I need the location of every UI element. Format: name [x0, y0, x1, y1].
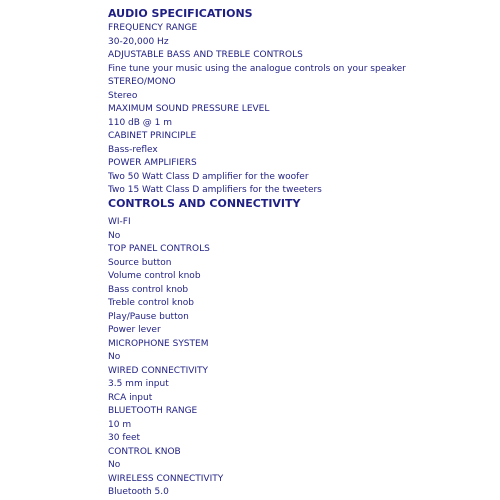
spec-value-wireless-connectivity: Bluetooth 5.0	[108, 487, 169, 497]
spec-label-wired-connectivity: WIRED CONNECTIVITY	[108, 366, 209, 376]
spec-value-power-lever: Power lever	[108, 325, 161, 335]
spec-value-bass-knob: Bass control knob	[108, 285, 189, 295]
spec-value-bass-treble-controls: Fine tune your music using the analogue controls on your speaker	[108, 64, 406, 74]
spec-value-frequency-range: 30-20,000 Hz	[108, 37, 169, 47]
section-heading-controls-and-connectivity: CONTROLS AND CONNECTIVITY	[108, 197, 301, 210]
spec-value-volume-knob: Volume control knob	[108, 271, 201, 281]
spec-label-microphone-system: MICROPHONE SYSTEM	[108, 339, 209, 349]
spec-label-frequency-range: FREQUENCY RANGE	[108, 23, 198, 33]
spec-value-power-amplifiers-tweeters: Two 15 Watt Class D amplifiers for the tweeters	[108, 185, 322, 195]
spec-label-control-knob: CONTROL KNOB	[108, 447, 181, 457]
spec-label-bass-treble-controls: ADJUSTABLE BASS AND TREBLE CONTROLS	[108, 50, 303, 60]
spec-value-max-sound-pressure: 110 dB @ 1 m	[108, 118, 173, 128]
spec-value-play-pause-button: Play/Pause button	[108, 312, 189, 322]
spec-value-cabinet-principle: Bass-reflex	[108, 145, 158, 155]
spec-label-stereo-mono: STEREO/MONO	[108, 77, 176, 87]
spec-value-stereo-mono: Stereo	[108, 91, 138, 101]
spec-value-control-knob: No	[108, 460, 121, 470]
spec-value-3-5mm-input: 3.5 mm input	[108, 379, 169, 389]
section-heading-audio-specifications: AUDIO SPECIFICATIONS	[108, 7, 253, 20]
spec-label-power-amplifiers: POWER AMPLIFIERS	[108, 158, 197, 168]
spec-value-wifi: No	[108, 231, 121, 241]
spec-value-microphone-system: No	[108, 352, 121, 362]
spec-label-cabinet-principle: CABINET PRINCIPLE	[108, 131, 197, 141]
spec-value-treble-knob: Treble control knob	[108, 298, 195, 308]
spec-value-rca-input: RCA input	[108, 393, 153, 403]
spec-label-wireless-connectivity: WIRELESS CONNECTIVITY	[108, 474, 224, 484]
spec-value-power-amplifiers-woofer: Two 50 Watt Class D amplifier for the woofer	[108, 172, 309, 182]
spec-label-max-sound-pressure: MAXIMUM SOUND PRESSURE LEVEL	[108, 104, 270, 114]
spec-label-wifi: WI-FI	[108, 217, 131, 227]
spec-value-bluetooth-range-meters: 10 m	[108, 420, 132, 430]
spec-label-top-panel-controls: TOP PANEL CONTROLS	[108, 244, 210, 254]
spec-value-source-button: Source button	[108, 258, 172, 268]
spec-label-bluetooth-range: BLUETOOTH RANGE	[108, 406, 198, 416]
spec-value-bluetooth-range-feet: 30 feet	[108, 433, 141, 443]
